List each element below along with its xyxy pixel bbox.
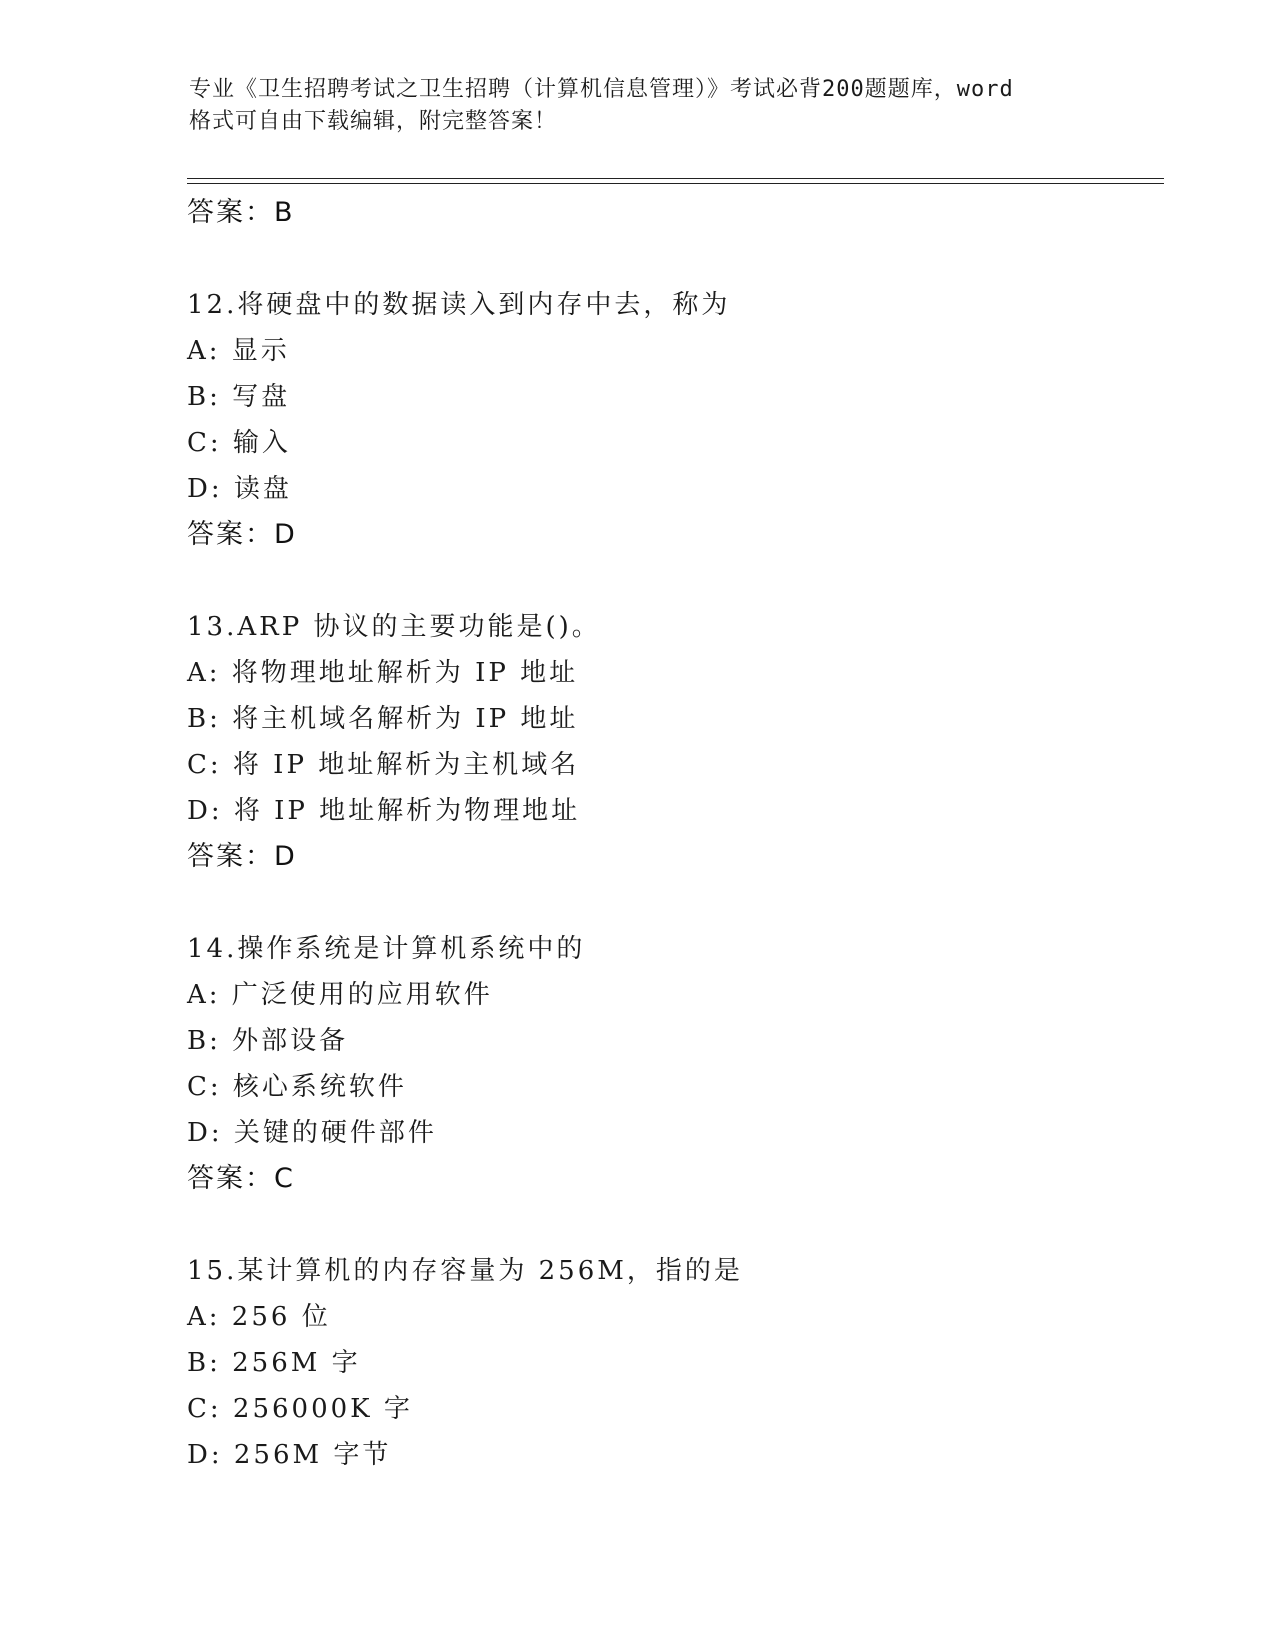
option-b: B: 写盘 bbox=[187, 382, 291, 412]
option-b: B: 外部设备 bbox=[187, 1026, 349, 1056]
spacer bbox=[187, 880, 1147, 926]
option-c: C: 将 IP 地址解析为主机域名 bbox=[187, 750, 580, 780]
question-block bbox=[187, 604, 1147, 880]
option-d: D: 读盘 bbox=[187, 474, 292, 504]
option-a: A: 广泛使用的应用软件 bbox=[187, 980, 493, 1010]
header-line-1: 专业《卫生招聘考试之卫生招聘（计算机信息管理）》考试必背200题题库，word bbox=[189, 77, 1014, 102]
question-stem: 14.操作系统是计算机系统中的 bbox=[187, 934, 586, 964]
option-d: D: 关键的硬件部件 bbox=[187, 1118, 437, 1148]
option-b: B: 256M 字 bbox=[187, 1348, 361, 1378]
question-stem: 12.将硬盘中的数据读入到内存中去，称为 bbox=[187, 290, 731, 320]
header-line-2: 格式可自由下载编辑，附完整答案！ bbox=[189, 109, 558, 134]
option-c: C: 输入 bbox=[187, 428, 291, 458]
question-stem: 15.某计算机的内存容量为 256M，指的是 bbox=[187, 1256, 743, 1286]
question-block bbox=[187, 1248, 1147, 1478]
spacer bbox=[187, 1202, 1147, 1248]
answer-line: 答案：D bbox=[187, 841, 297, 872]
option-c: C: 256000K 字 bbox=[187, 1394, 413, 1424]
question-block bbox=[187, 282, 1147, 558]
option-a: A: 显示 bbox=[187, 336, 290, 366]
answer-line: 答案：D bbox=[187, 519, 297, 550]
option-a: A: 256 位 bbox=[187, 1302, 331, 1332]
option-c: C: 核心系统软件 bbox=[187, 1072, 407, 1102]
document-header bbox=[189, 74, 1109, 138]
header-divider-bottom bbox=[187, 183, 1164, 184]
question-list bbox=[187, 190, 1147, 1478]
question-stem: 13.ARP 协议的主要功能是()。 bbox=[187, 612, 601, 642]
spacer bbox=[187, 558, 1147, 604]
question-block bbox=[187, 926, 1147, 1202]
option-b: B: 将主机域名解析为 IP 地址 bbox=[187, 704, 579, 734]
answer-line: 答案：B bbox=[187, 197, 295, 228]
option-d: D: 将 IP 地址解析为物理地址 bbox=[187, 796, 581, 826]
header-divider-top bbox=[187, 178, 1164, 179]
option-d: D: 256M 字节 bbox=[187, 1440, 392, 1470]
answer-line: 答案：C bbox=[187, 1163, 295, 1194]
option-a: A: 将物理地址解析为 IP 地址 bbox=[187, 658, 579, 688]
spacer bbox=[187, 236, 1147, 282]
